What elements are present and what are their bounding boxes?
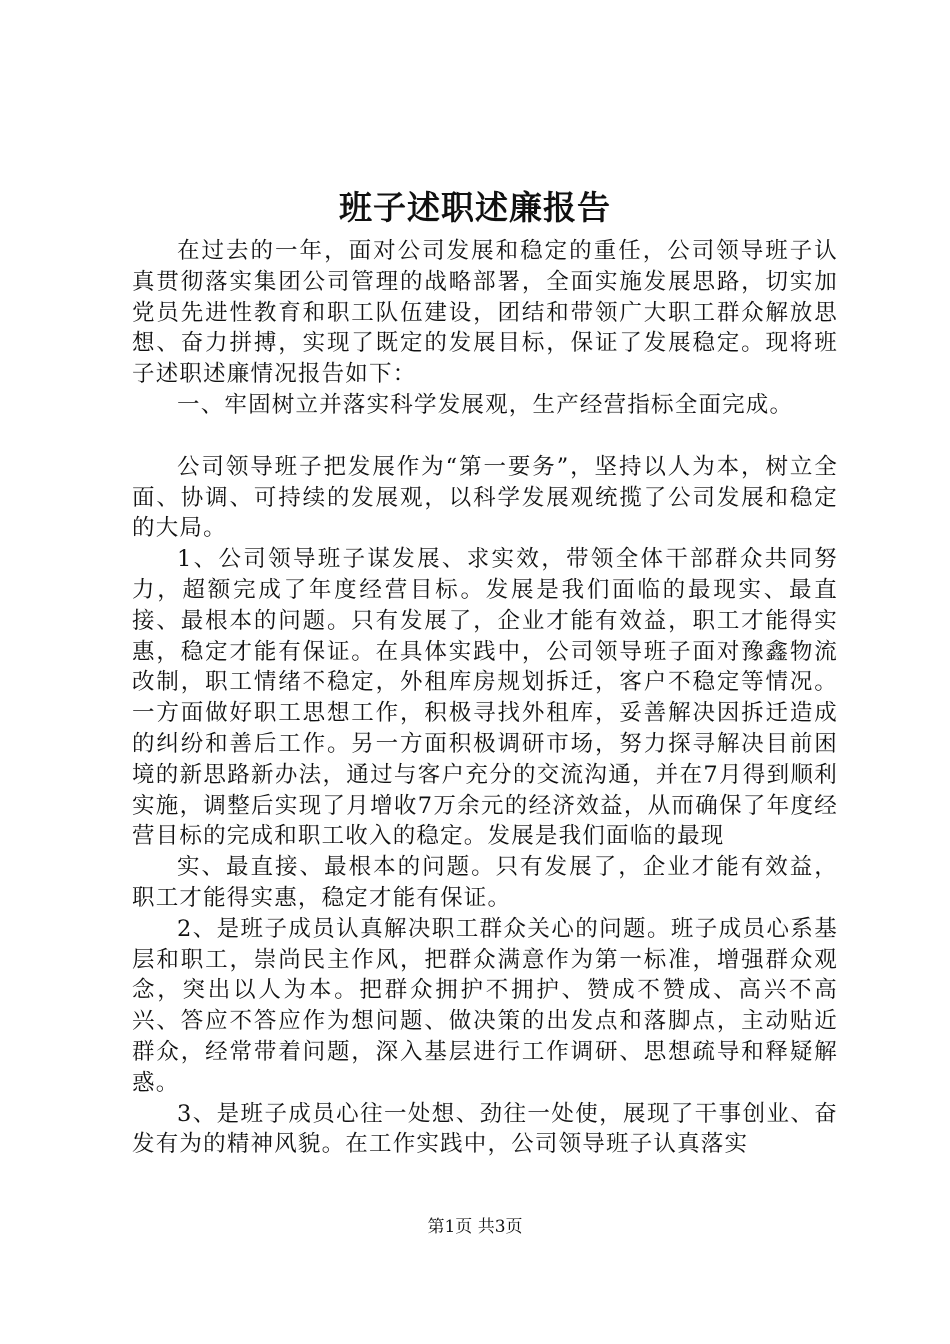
page-footer: 第1页 共3页 (427, 1217, 523, 1237)
section-1-paragraph: 公司领导班子把发展作为“第一要务”，坚持以人为本，树立全面、协调、可持续的发展观，以科学发展观统揽了公司发展和稳定的大局。 (132, 453, 838, 542)
item-1-continuation: 实、最直接、最根本的问题。只有发展了，企业才能有效益，职工才能得实惠，稳定才能有保证。 (132, 854, 838, 911)
document-body (132, 236, 838, 1160)
item-1-paragraph: 1、公司领导班子谋发展、求实效，带领全体干部群众共同努力，超额完成了年度经营目标。发展是我们面临的最现实、最直接、最根本的问题。只有发展了，企业才能有效益，职工才能得实惠，稳定才能有保证。在具体实践中，公司领导班子面对豫鑫物流改制，职工情绪不稳定，外租库房规划拆迁，客户不稳定等情况。一方面做好职工思想工作，积极寻找外租库，妥善解决因拆迁造成的纠纷和善后工作。另一方面积极调研市场，努力探寻解决目前困境的新思路新办法，通过与客户充分的交流沟通，并在7月得到顺利实施，调整后实现了月增收7万余元的经济效益，从而确保了年度经营目标的完成和职工收入的稳定。发展是我们面临的最现 (132, 546, 838, 850)
paragraph-gap (132, 421, 838, 452)
item-2-paragraph: 2、是班子成员认真解决职工群众关心的问题。班子成员心系基层和职工，崇尚民主作风，把群众满意作为第一标准，增强群众观念，突出以人为本。把群众拥护不拥护、赞成不赞成、高兴不高兴、答应不答应作为想问题、做决策的出发点和落脚点，主动贴近群众，经常带着问题，深入基层进行工作调研、思想疏导和释疑解惑。 (132, 915, 838, 1096)
section-heading-1: 一、牢固树立并落实科学发展观，生产经营指标全面完成。 (177, 391, 794, 418)
intro-paragraph: 在过去的一年，面对公司发展和稳定的重任，公司领导班子认真贯彻落实集团公司管理的战略部署，全面实施发展思路，切实加党员先进性教育和职工队伍建设，团结和带领广大职工群众解放思想、奋力拼搏，实现了既定的发展目标，保证了发展稳定。现将班子述职述廉情况报告如下： (132, 238, 838, 388)
document-title: 班子述职述廉报告 (339, 188, 611, 227)
item-3-paragraph: 3、是班子成员心往一处想、劲往一处使，展现了干事创业、奋发有为的精神风貌。在工作实践中，公司领导班子认真落实 (132, 1100, 838, 1158)
